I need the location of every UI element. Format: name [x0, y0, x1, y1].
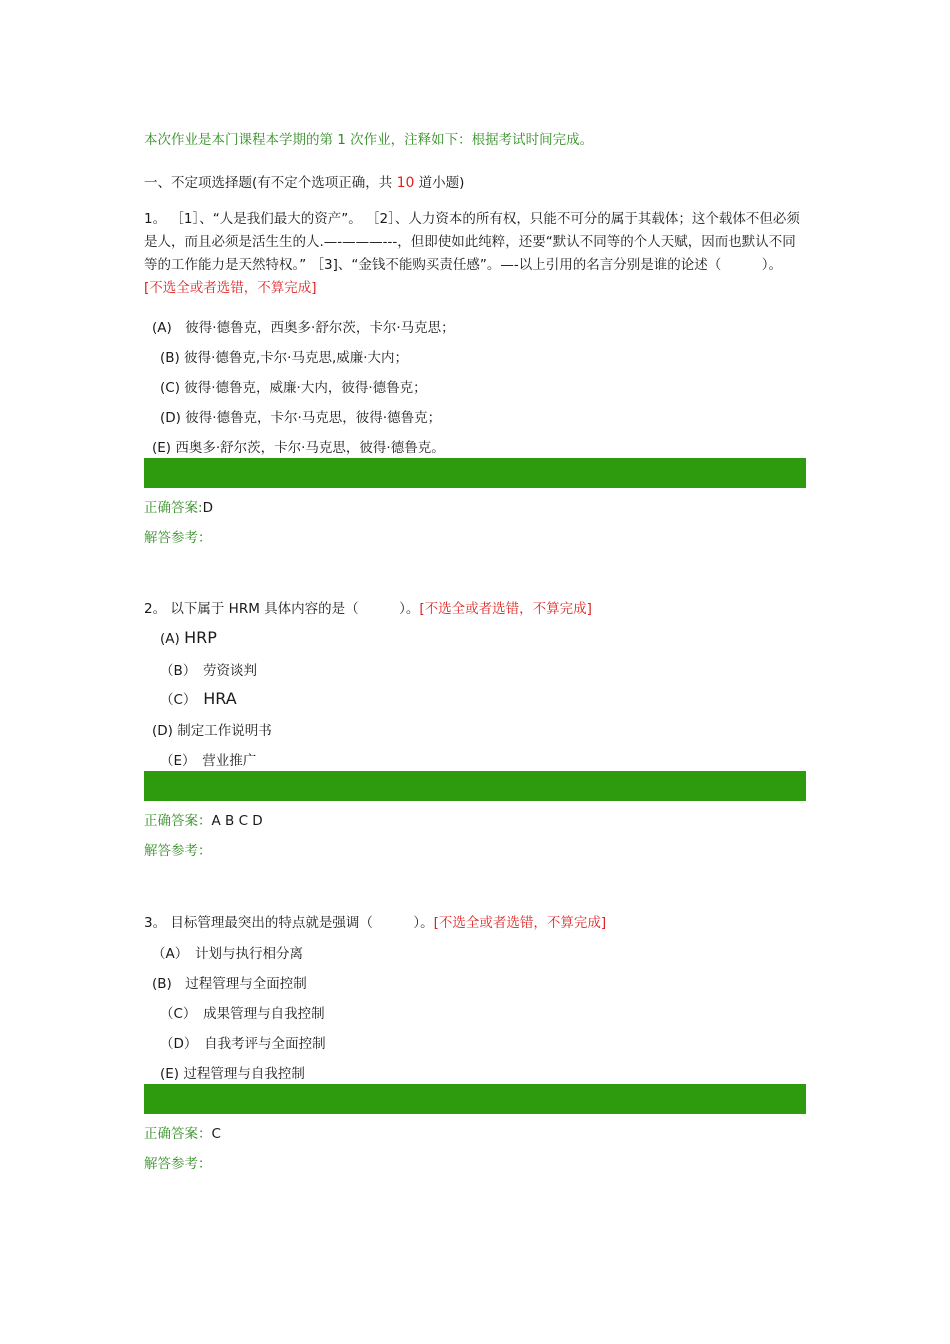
question-1-reference: 解答参考：	[144, 530, 212, 546]
question-3-stem: 3。 目标管理最突出的特点就是强调（ ）。[不选全或者选错，不算完成]	[144, 915, 607, 931]
question-2-option-c[interactable]: （C） HRA	[160, 689, 237, 708]
assignment-intro: 本次作业是本门课程本学期的第 1 次作业，注释如下：根据考试时间完成。	[144, 132, 594, 148]
question-count: 10	[396, 175, 415, 191]
question-1-option-b[interactable]: (B) 彼得·德鲁克,卡尔·马克思,威廉·大内；	[160, 350, 409, 366]
question-1	[144, 208, 806, 300]
question-1-stem: 1。 ［1］、“人是我们最大的资产”。 ［2］、人力资本的所有权，只能不可分的属于其载体；这个载体不但必须是人，而且必须是活生生的人.—-———---，但即使如此纯粹，还要“默认不同等的个人天赋，因而也默认不同等的工作能力是天然特权。” ［3]、“金钱不能购买责任感”。—-以上引用的名言分别是谁的论述（ ）。 [不选全或者选错，不算完成]	[144, 211, 800, 296]
question-2-divider-bar	[144, 771, 806, 801]
question-2-reference: 解答参考：	[144, 843, 212, 859]
requirement-note: [不选全或者选错，不算完成]	[419, 601, 592, 617]
section-title-prefix: 一、不定项选择题(有不定个选项正确，共	[144, 175, 397, 191]
question-3-option-b[interactable]: (B) 过程管理与全面控制	[152, 976, 307, 992]
question-1-answer: 正确答案:D	[144, 500, 213, 516]
question-1-option-d[interactable]: (D) 彼得·德鲁克，卡尔·马克思，彼得·德鲁克；	[160, 410, 442, 426]
question-3-option-c[interactable]: （C） 成果管理与自我控制	[160, 1006, 325, 1022]
question-2-answer: 正确答案：A B C D	[144, 813, 263, 829]
question-2-stem: 2。 以下属于 HRM 具体内容的是（ ）。[不选全或者选错，不算完成]	[144, 601, 592, 617]
section-title	[144, 171, 464, 191]
requirement-note: [不选全或者选错，不算完成]	[433, 915, 607, 931]
question-2-option-a[interactable]: (A) HRP	[160, 628, 217, 647]
question-2	[144, 598, 806, 621]
question-1-option-a[interactable]: (A) 彼得·德鲁克，西奥多·舒尔茨，卡尔·马克思；	[152, 320, 455, 336]
question-3-option-a[interactable]: （A） 计划与执行相分离	[152, 946, 303, 962]
question-3-option-d[interactable]: （D） 自我考评与全面控制	[160, 1036, 326, 1052]
question-2-option-e[interactable]: （E） 营业推广	[160, 753, 257, 769]
question-2-option-d[interactable]: (D) 制定工作说明书	[152, 723, 272, 739]
question-3-reference: 解答参考：	[144, 1156, 212, 1172]
question-1-option-e[interactable]: (E) 西奥多·舒尔茨，卡尔·马克思，彼得·德鲁克。	[152, 440, 445, 456]
question-1-divider-bar	[144, 458, 806, 488]
question-3	[144, 912, 806, 935]
question-3-answer: 正确答案：C	[144, 1126, 221, 1142]
requirement-note: [不选全或者选错，不算完成]	[144, 280, 317, 296]
question-3-option-e[interactable]: (E) 过程管理与自我控制	[160, 1066, 305, 1082]
question-2-option-b[interactable]: （B） 劳资谈判	[160, 663, 258, 679]
question-1-option-c[interactable]: (C) 彼得·德鲁克，威廉·大内，彼得·德鲁克；	[160, 380, 427, 396]
section-title-suffix: 道小题)	[414, 175, 465, 191]
question-3-divider-bar	[144, 1084, 806, 1114]
